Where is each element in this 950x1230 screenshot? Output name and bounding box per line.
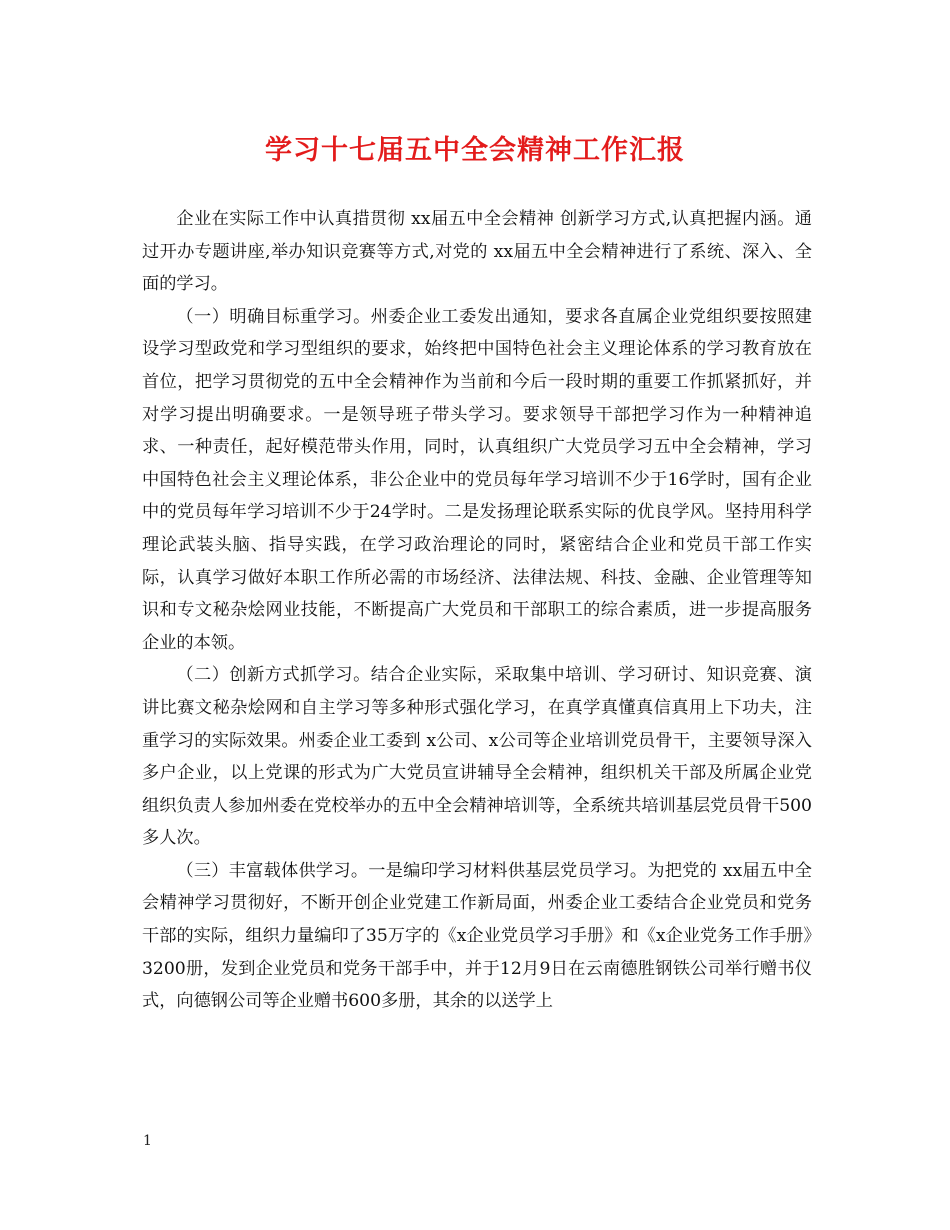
page-number: 1 xyxy=(143,1133,152,1149)
document-title: 学习十七届五中全会精神工作汇报 xyxy=(265,135,685,166)
paragraph-section-3: （三）丰富载体供学习。一是编印学习材料供基层党员学习。为把党的 xx届五中全会精神学习贯彻好，不断开创企业党建工作新局面，州委企业工委结合企业党员和党务干部的实际，组织力量编印了35万字的《x企业党员学习手册》和《x企业党务工作手册》3200册，发到企业党员和党务干部手中，并于12月9日在云南德胜钢铁公司举行赠书仪式，向德钢公司等企业赠书600多册，其余的以送学上 xyxy=(142,860,812,1012)
document-body xyxy=(142,203,812,1018)
paragraph-intro: 企业在实际工作中认真措贯彻 xx届五中全会精神 创新学习方式,认真把握内涵。通过开办专题讲座,举办知识竞赛等方式,对党的 xx届五中全会精神进行了系统、深入、全面的学习。 xyxy=(142,209,812,295)
paragraph-section-1: （一）明确目标重学习。州委企业工委发出通知，要求各直属企业党组织要按照建设学习型政党和学习型组织的要求，始终把中国特色社会主义理论体系的学习教育放在首位，把学习贯彻党的五中全会精神作为当前和今后一段时期的重要工作抓紧抓好，并对学习提出明确要求。一是领导班子带头学习。要求领导干部把学习作为一种精神追求、一种责任，起好模范带头作用，同时，认真组织广大党员学习五中全会精神，学习中国特色社会主义理论体系，非公企业中的党员每年学习培训不少于16学时，国有企业中的党员每年学习培训不少于24学时。二是发扬理论联系实际的优良学风。坚持用科学理论武装头脑、指导实践，在学习政治理论的同时，紧密结合企业和党员干部工作实际，认真学习做好本职工作所必需的市场经济、法律法规、科技、金融、企业管理等知识和专文秘杂烩网业技能，不断提高广大党员和干部职工的综合素质，进一步提高服务企业的本领。 xyxy=(142,306,812,653)
paragraph-section-2: （二）创新方式抓学习。结合企业实际，采取集中培训、学习研讨、知识竞赛、演讲比赛文秘杂烩网和自主学习等多种形式强化学习，在真学真懂真信真用上下功夫，注重学习的实际效果。州委企业工委到 x公司、x公司等企业培训党员骨干，主要领导深入多户企业，以上党课的形式为广大党员宣讲辅导全会精神，组织机关干部及所属企业党组织负责人参加州委在党校举办的五中全会精神培训等，全系统共培训基层党员骨干500多人次。 xyxy=(142,665,812,849)
